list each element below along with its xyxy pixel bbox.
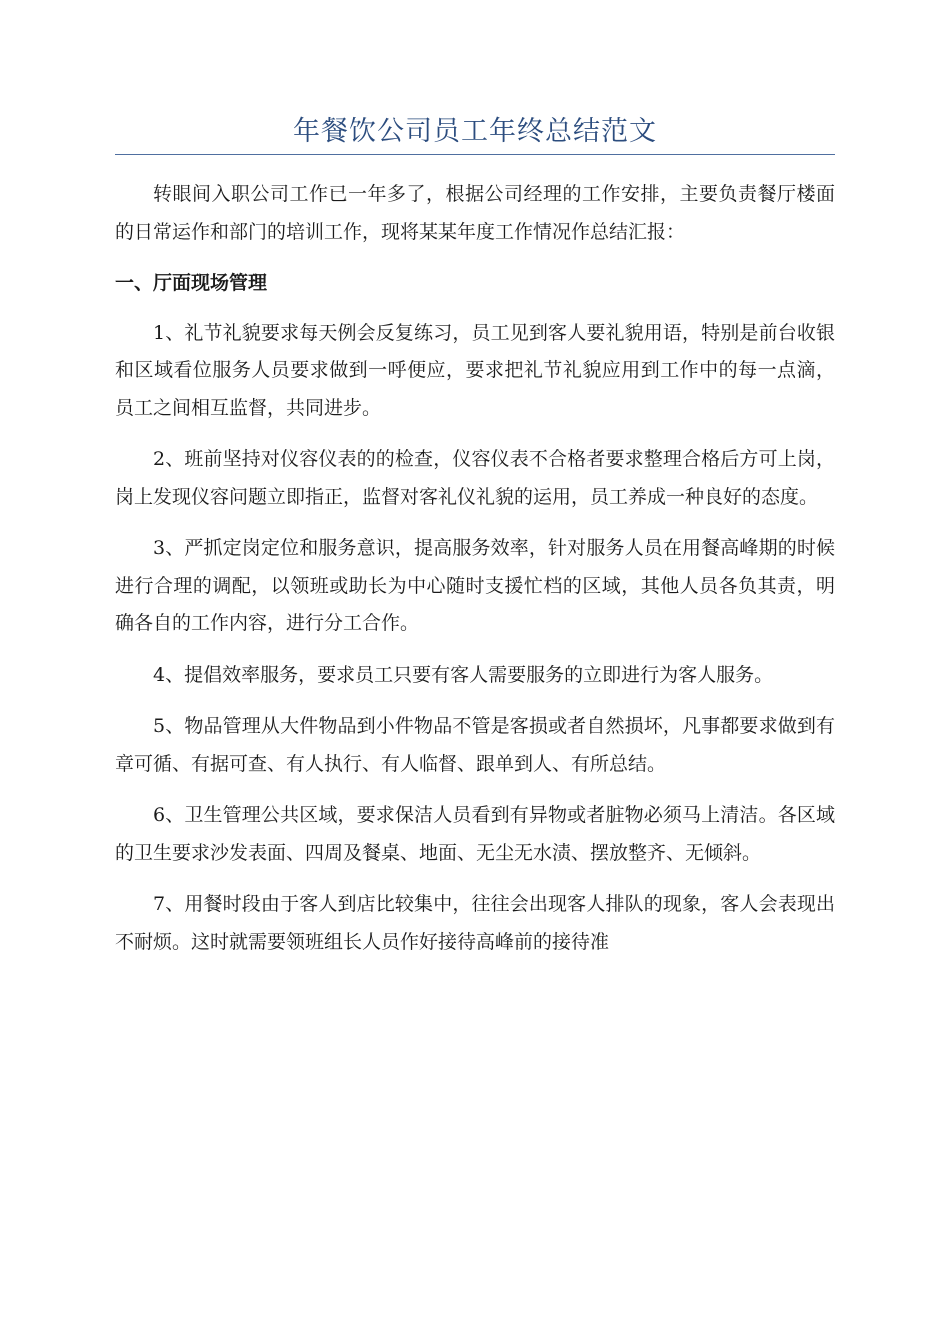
list-item: 2、班前坚持对仪容仪表的的检查，仪容仪表不合格者要求整理合格后方可上岗，岗上发现仪容问题立即指正，监督对客礼仪礼貌的运用，员工养成一种良好的态度。	[115, 448, 835, 508]
document-title: 年餐饮公司员工年终总结范文	[293, 116, 657, 147]
list-item: 4、提倡效率服务，要求员工只要有客人需要服务的立即进行为客人服务。	[153, 663, 774, 686]
section-heading: 一、厅面现场管理	[115, 272, 268, 294]
list-item: 1、礼节礼貌要求每天例会反复练习，员工见到客人要礼貌用语，特别是前台收银和区域看位服务人员要求做到一呼便应，要求把礼节礼貌应用到工作中的每一点滴，员工之间相互监督，共同进步。	[115, 321, 835, 419]
intro-paragraph: 转眼间入职公司工作已一年多了，根据公司经理的工作安排，主要负责餐厅楼面的日常运作和部门的培训工作，现将某某年度工作情况作总结汇报：	[115, 183, 835, 243]
document-body	[115, 176, 835, 975]
list-item: 3、严抓定岗定位和服务意识，提高服务效率，针对服务人员在用餐高峰期的时候进行合理的调配，以领班或助长为中心随时支援忙档的区域，其他人员各负其责，明确各自的工作内容，进行分工合作。	[115, 537, 835, 634]
list-item: 6、卫生管理公共区域，要求保洁人员看到有异物或者脏物必须马上清洁。各区域的卫生要求沙发表面、四周及餐桌、地面、无尘无水渍、摆放整齐、无倾斜。	[115, 804, 835, 864]
list-item: 7、用餐时段由于客人到店比较集中，往往会出现客人排队的现象，客人会表现出不耐烦。这时就需要领班组长人员作好接待高峰前的接待准	[115, 893, 835, 953]
title-underline	[115, 154, 835, 155]
list-item: 5、物品管理从大件物品到小件物品不管是客损或者自然损坏，凡事都要求做到有章可循、有据可查、有人执行、有人临督、跟单到人、有所总结。	[115, 715, 835, 775]
